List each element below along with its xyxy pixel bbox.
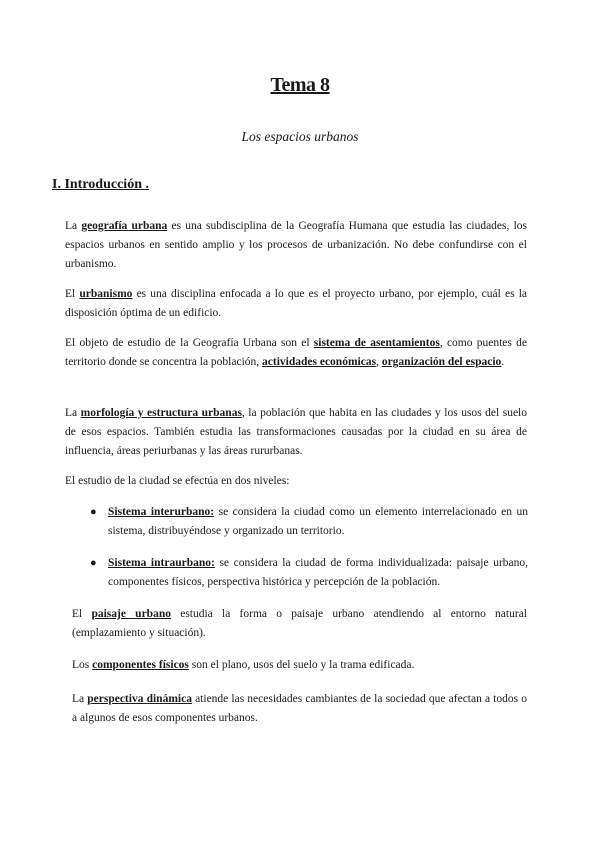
paragraph-text: Los: [72, 659, 93, 671]
bold-term: geografía urbana: [81, 220, 168, 232]
bold-term: urbanismo: [79, 288, 133, 300]
bold-term: morfología y estructura urbanas: [80, 407, 242, 419]
paragraph-morfologia: [65, 404, 527, 461]
bold-term: paisaje urbano: [91, 608, 171, 620]
page-subtitle: Los espacios urbanos: [241, 129, 359, 144]
paragraph-componentes-fisicos: [72, 656, 527, 675]
paragraph-text: , la población que habita en las ciudades y los usos del suelo de esos espacios. También estudia las transformaciones causadas por la ciudad en su área de influencia, áreas periurbanas y las áreas rururbanas.: [65, 407, 527, 457]
bold-term: Sistema interurbano:: [108, 506, 215, 518]
paragraph-text: , como puentes de territorio donde se concentra la población,: [65, 337, 527, 368]
paragraph-geografia-urbana: [65, 217, 527, 274]
paragraph-paisaje-urbano: [72, 605, 527, 643]
paragraph-text: El objeto de estudio de la Geografía Urbana son el: [65, 337, 314, 349]
paragraph-objeto-estudio: [65, 334, 527, 372]
paragraph-text: estudia la forma o paisaje urbano atendiendo al entorno natural (emplazamiento y situación).: [72, 608, 527, 639]
paragraph-text: ,: [376, 356, 382, 368]
list-item-text: se considera la ciudad como un elemento interrelacionado en un sistema, distribuyéndose y organizado un territorio.: [108, 506, 528, 537]
paragraph-text: El: [65, 288, 80, 300]
paragraph-text: La: [65, 407, 81, 419]
paragraph-niveles: El estudio de la ciudad se efectúa en dos niveles:: [65, 475, 290, 487]
bold-term: actividades económicas: [262, 356, 377, 368]
paragraph-urbanismo: [65, 285, 527, 323]
paragraph-text: La: [72, 693, 88, 705]
paragraph-text: es una disciplina enfocada a lo que es el proyecto urbano, por ejemplo, cuál es la disposición óptima de un edificio.: [65, 288, 527, 319]
paragraph-text: La: [65, 220, 82, 232]
paragraph-text: .: [501, 356, 505, 368]
list-item: [90, 554, 529, 592]
paragraph-text: atiende las necesidades cambiantes de la sociedad que afectan a todos o a algunos de esos componentes urbanos.: [72, 693, 527, 724]
paragraph-perspectiva-dinamica: [72, 690, 527, 728]
paragraph-text: son el plano, usos del suelo y la trama edificada.: [188, 659, 415, 671]
list-item: [90, 503, 528, 541]
page-title: Tema 8: [270, 74, 330, 96]
bullet-icon: ●: [90, 557, 97, 569]
paragraph-text: es una subdisciplina de la Geografía Humana que estudia las ciudades, los espacios urbanos en sentido amplio y los procesos de urbanización. No debe confundirse con el urbanismo.: [65, 220, 527, 270]
bold-term: componentes físicos: [92, 659, 189, 671]
bold-term: perspectiva dinámica: [87, 693, 192, 705]
bold-term: Sistema intraurbano:: [108, 557, 215, 569]
bold-term: organización del espacio: [381, 356, 502, 368]
list-item-text: se considera la ciudad de forma individualizada: paisaje urbano, componentes físicos, perspectiva histórica y percepción de la población.: [108, 557, 529, 588]
bullet-icon: ●: [90, 506, 97, 518]
paragraph-text: El: [72, 608, 92, 620]
section-heading: I. Introducción .: [52, 177, 149, 192]
bold-term: sistema de asentamientos: [313, 337, 440, 349]
